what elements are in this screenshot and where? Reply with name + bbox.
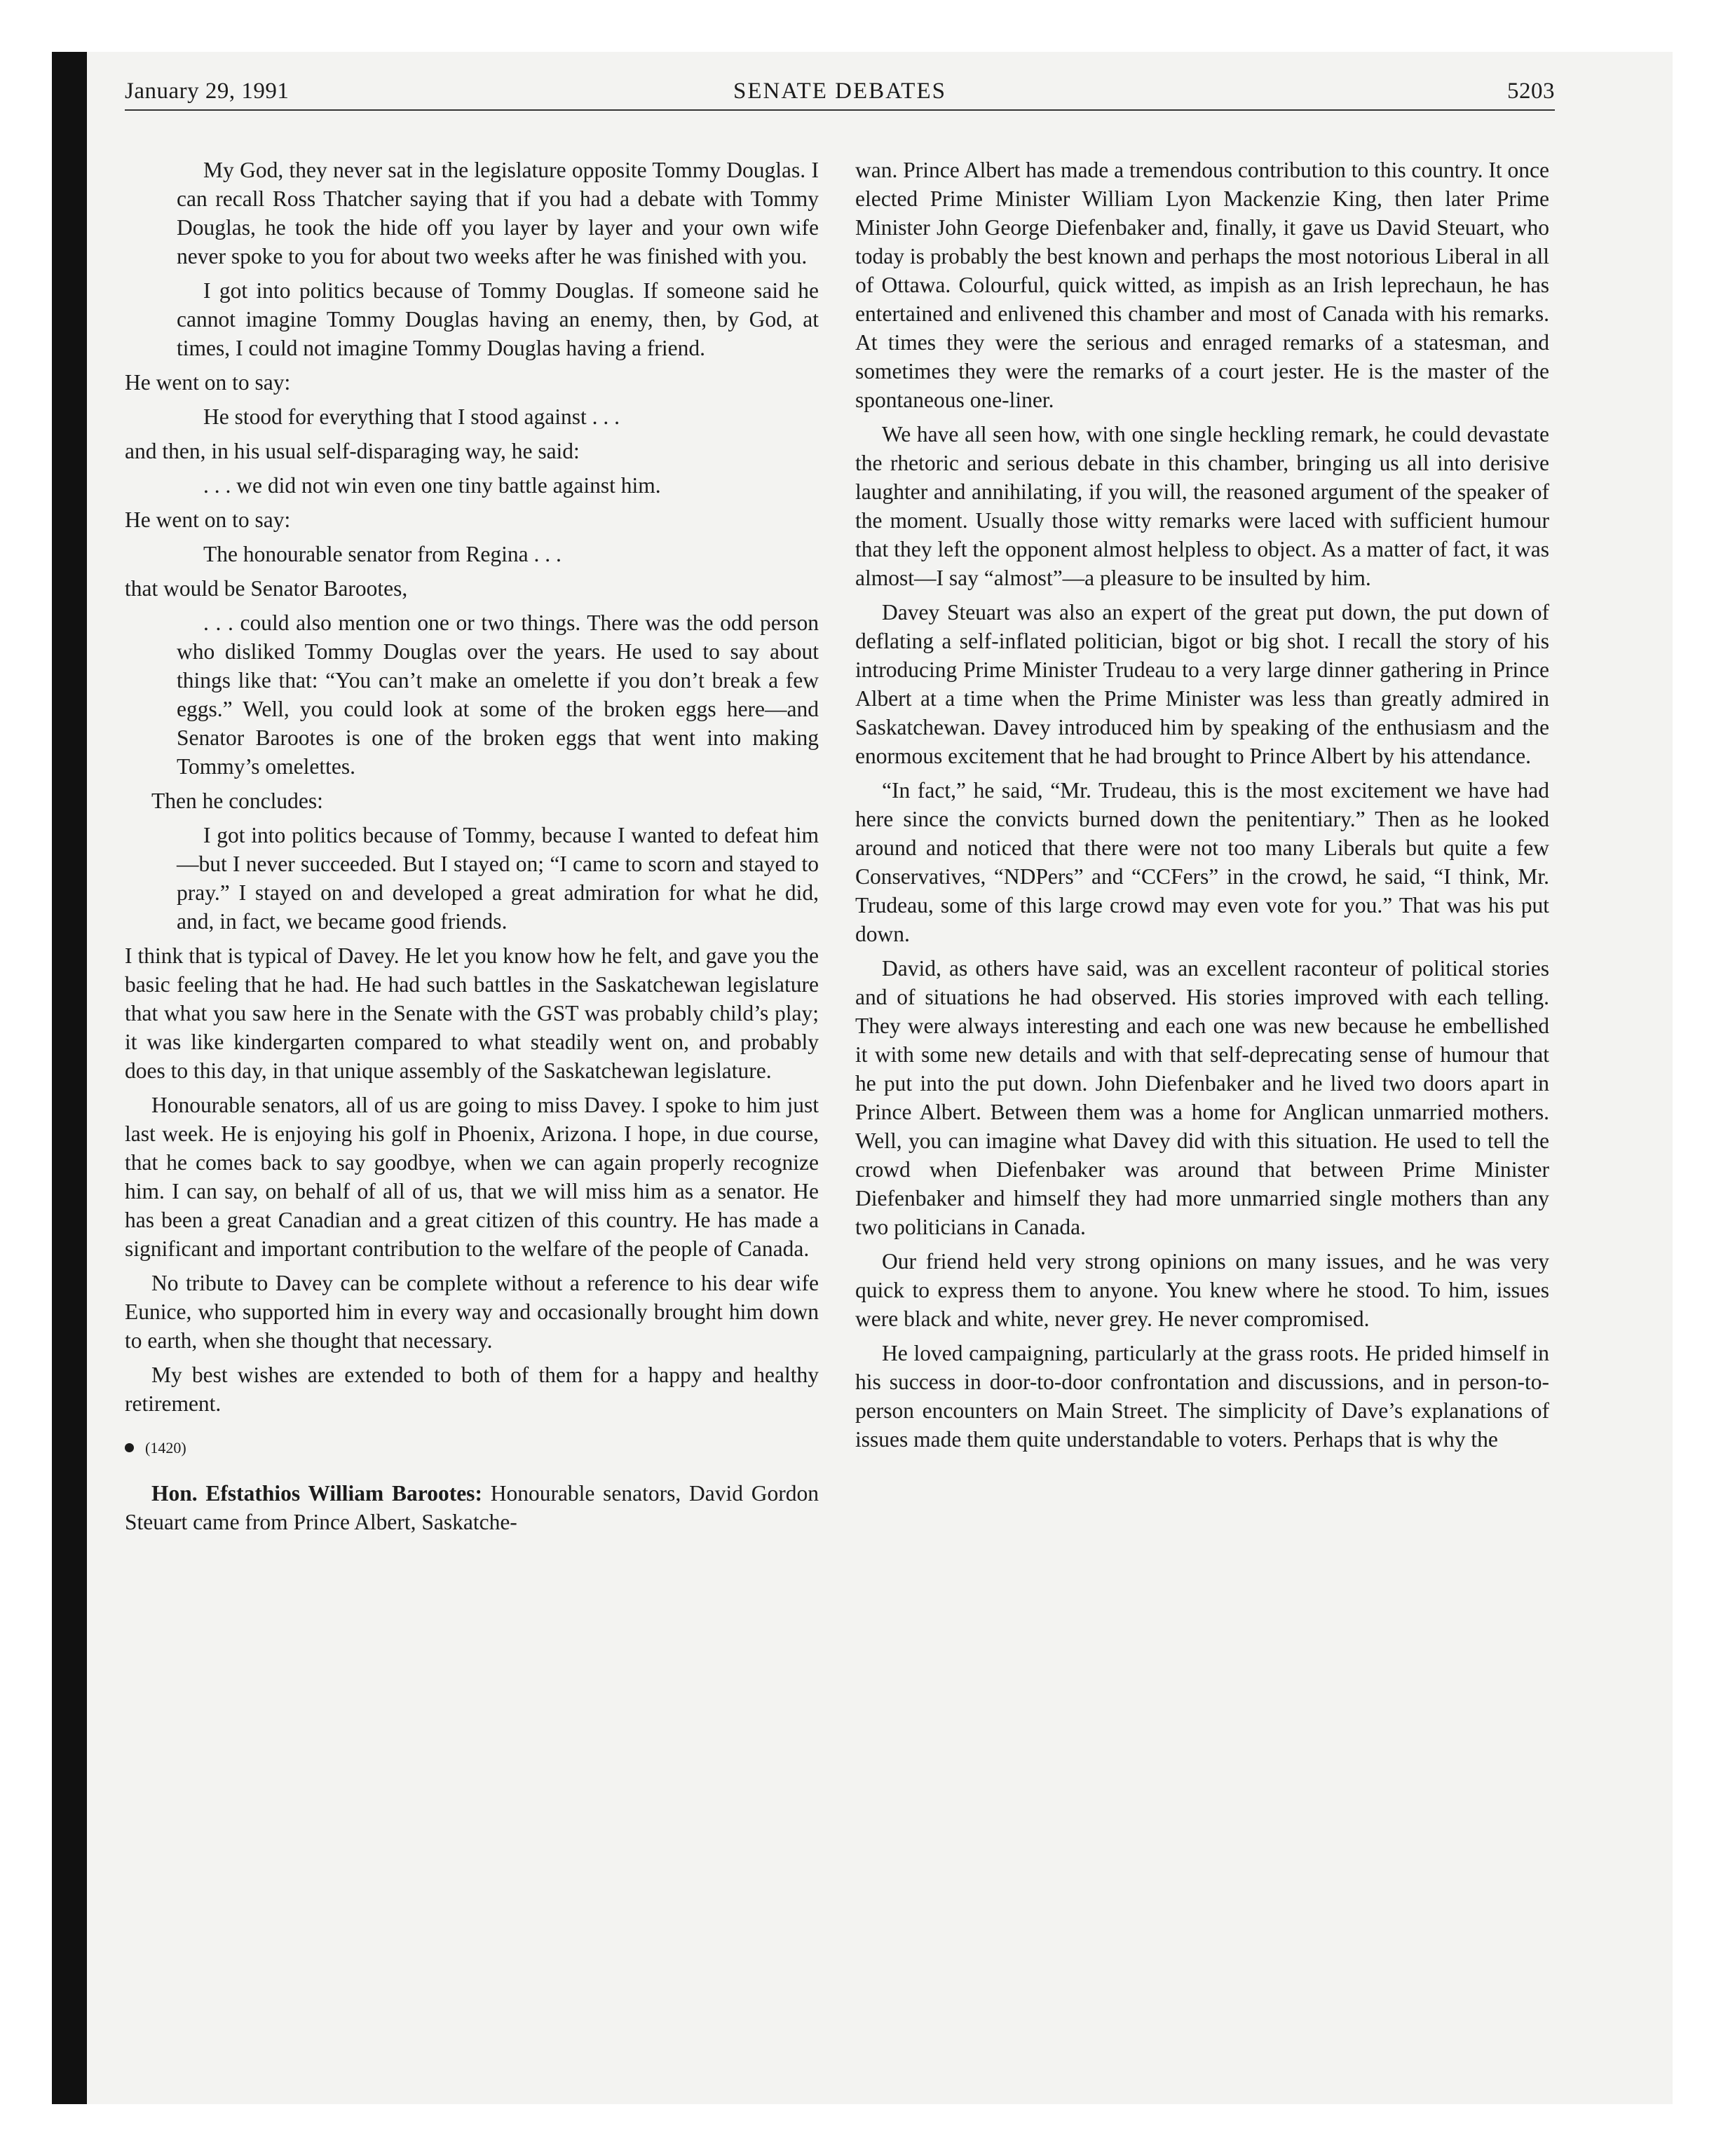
body-line: He went on to say: [125, 507, 291, 532]
body-line: Then he concludes: [151, 789, 323, 813]
body-paragraph: We have all seen how, with one single heckling remark, he could devastate the rhetoric and serious debate in this chamber, bringing us all into derisive laughter and annihilating, if you will, the reasoned argument of the speaker of the moment. Usually those witty remarks were laced with sufficient humour that they left the opponent almost helpless to object. As a matter of fact, it was almost—I say “almost”—a pleasure to be insulted by him. [855, 422, 1549, 590]
page-header [125, 79, 1555, 112]
quote-paragraph: I got into politics because of Tommy Douglas. If someone said he cannot imagine Tommy Douglas having an enemy, then, by God, at times, I could not imagine Tommy Douglas having a friend. [177, 278, 819, 360]
body-line: and then, in his usual self-disparaging way, he said: [125, 439, 580, 463]
body-paragraph: My best wishes are extended to both of them for a happy and healthy retirement. [125, 1363, 819, 1416]
speaker-paragraph [125, 1479, 819, 1536]
speaker-name: Hon. Efstathios William Barootes: [151, 1481, 482, 1506]
body-paragraph: Our friend held very strong opinions on many issues, and he was very quick to express them to anyone. You knew where he stood. To him, issues were black and white, never grey. He never compromised. [855, 1249, 1549, 1331]
header-page-number: 5203 [1507, 79, 1555, 104]
quote-paragraph: The honourable senator from Regina . . . [203, 542, 562, 566]
header-date: January 29, 1991 [125, 79, 290, 104]
body-paragraph: I think that is typical of Davey. He let you know how he felt, and gave you the basic feeling that he had. He had such battles in the Saskatchewan legislature that what you saw here in the Senate with the GST was probably child’s play; it was like kindergarten compared to what steadily went on, and probably does to this day, in that unique assembly of the Saskatchewan legislature. [125, 943, 819, 1083]
body-paragraph: “In fact,” he said, “Mr. Trudeau, this is the most excitement we have had here since the convicts burned down the penitentiary.” Then as he looked around and noticed that there were not too many Liberals but quite a few Conservatives, “NDPers” and “CCFers” in the crowd, he said, “I think, Mr. Trudeau, some of this large crowd may even vote for you.” That was his put down. [855, 778, 1549, 946]
quote-paragraph: . . . we did not win even one tiny battle against him. [203, 473, 661, 498]
time-marker-label: (1420) [145, 1439, 186, 1456]
quote-paragraph: My God, they never sat in the legislature opposite Tommy Douglas. I can recall Ross Thatcher saying that if you had a debate with Tommy Douglas, he took the hide off you layer by layer and your own wife never spoke to you for about two weeks after he was finished with you. [177, 158, 819, 268]
body-paragraph: David, as others have said, was an excellent raconteur of political stories and of situations he had observed. His stories improved with each telling. They were always interesting and each one was new because he embellished it with some new details and with that self-deprecating sense of humour that he put into the put down. John Diefenbaker and he lived two doors apart in Prince Albert. Between them was a home for Anglican unmarried mothers. Well, you can imagine what Davey did with this situation. He used to tell the crowd when Diefenbaker was around that between Prime Minister Diefenbaker and himself they had more unmarried single mothers than any two politicians in Canada. [855, 956, 1549, 1239]
speaker-text: Honourable senators, David Gordon Steuart came from Prince Albert, Saskatche- [125, 1481, 819, 1534]
quote-paragraph: He stood for everything that I stood against . . . [203, 404, 620, 429]
right-column [855, 156, 1549, 1459]
body-line: that would be Senator Barootes, [125, 576, 408, 601]
quote-paragraph: . . . could also mention one or two things. There was the odd person who disliked Tommy Douglas over the years. He used to say about things like that: “You can’t make an omelette if you don’t break a few eggs.” Well, you could look at some of the broken eggs here—and Senator Barootes is one of the broken eggs that went into making Tommy’s omelettes. [177, 610, 819, 779]
body-paragraph: Davey Steuart was also an expert of the great put down, the put down of deflating a self-inflated politician, bigot or big shot. I recall the story of his introducing Prime Minister Trudeau to a very large dinner gathering in Prince Albert at a time when the Prime Minister was less than greatly admired in Saskatchewan. Davey introduced him by speaking of the enthusiasm and the enormous excitement that he had brought to Prince Albert by his attendance. [855, 600, 1549, 768]
bullet-icon [125, 1443, 134, 1452]
header-title: SENATE DEBATES [733, 79, 946, 104]
body-paragraph: No tribute to Davey can be complete without a reference to his dear wife Eunice, who supported him in every way and occasionally brought him down to earth, when she thought that necessary. [125, 1271, 819, 1353]
body-paragraph: wan. Prince Albert has made a tremendous contribution to this country. It once elected Prime Minister William Lyon Mackenzie King, then later Prime Minister John George Diefenbaker and, finally, it gave us David Steuart, who today is probably the best known and perhaps the most notorious Liberal in all of Ottawa. Colourful, quick witted, as impish as an Irish leprechaun, he has entertained and enlivened this chamber and most of Canada with his remarks. At times they were the serious and enraged remarks of a statesman, and sometimes they were the remarks of a court jester. He is the master of the spontaneous one-liner. [855, 158, 1549, 412]
left-column [125, 156, 819, 1542]
page-binding-shadow [52, 52, 87, 2104]
body-paragraph: Honourable senators, all of us are going to miss Davey. I spoke to him just last week. He is enjoying his golf in Phoenix, Arizona. I hope, in due course, that he comes back to say goodbye, when we can again properly recognize him. I can say, on behalf of all of us, that we will miss him as a senator. He has been a great Canadian and a great citizen of this country. He has made a significant and important contribution to the welfare of the people of Canada. [125, 1093, 819, 1261]
quote-paragraph: I got into politics because of Tommy, because I wanted to defeat him—but I never succeeded. But I stayed on; “I came to scorn and stayed to pray.” I stayed on and developed a great admiration for what he did, and, in fact, we became good friends. [177, 823, 819, 934]
body-paragraph: He loved campaigning, particularly at the grass roots. He prided himself in his success in door-to-door confrontation and discussions, and in person-to-person encounters on Main Street. The simplicity of Dave’s explanations of issues made them quite understandable to voters. Perhaps that is why the [855, 1341, 1549, 1452]
time-marker [125, 1433, 819, 1462]
header-rule [125, 109, 1555, 111]
body-line: He went on to say: [125, 370, 291, 395]
